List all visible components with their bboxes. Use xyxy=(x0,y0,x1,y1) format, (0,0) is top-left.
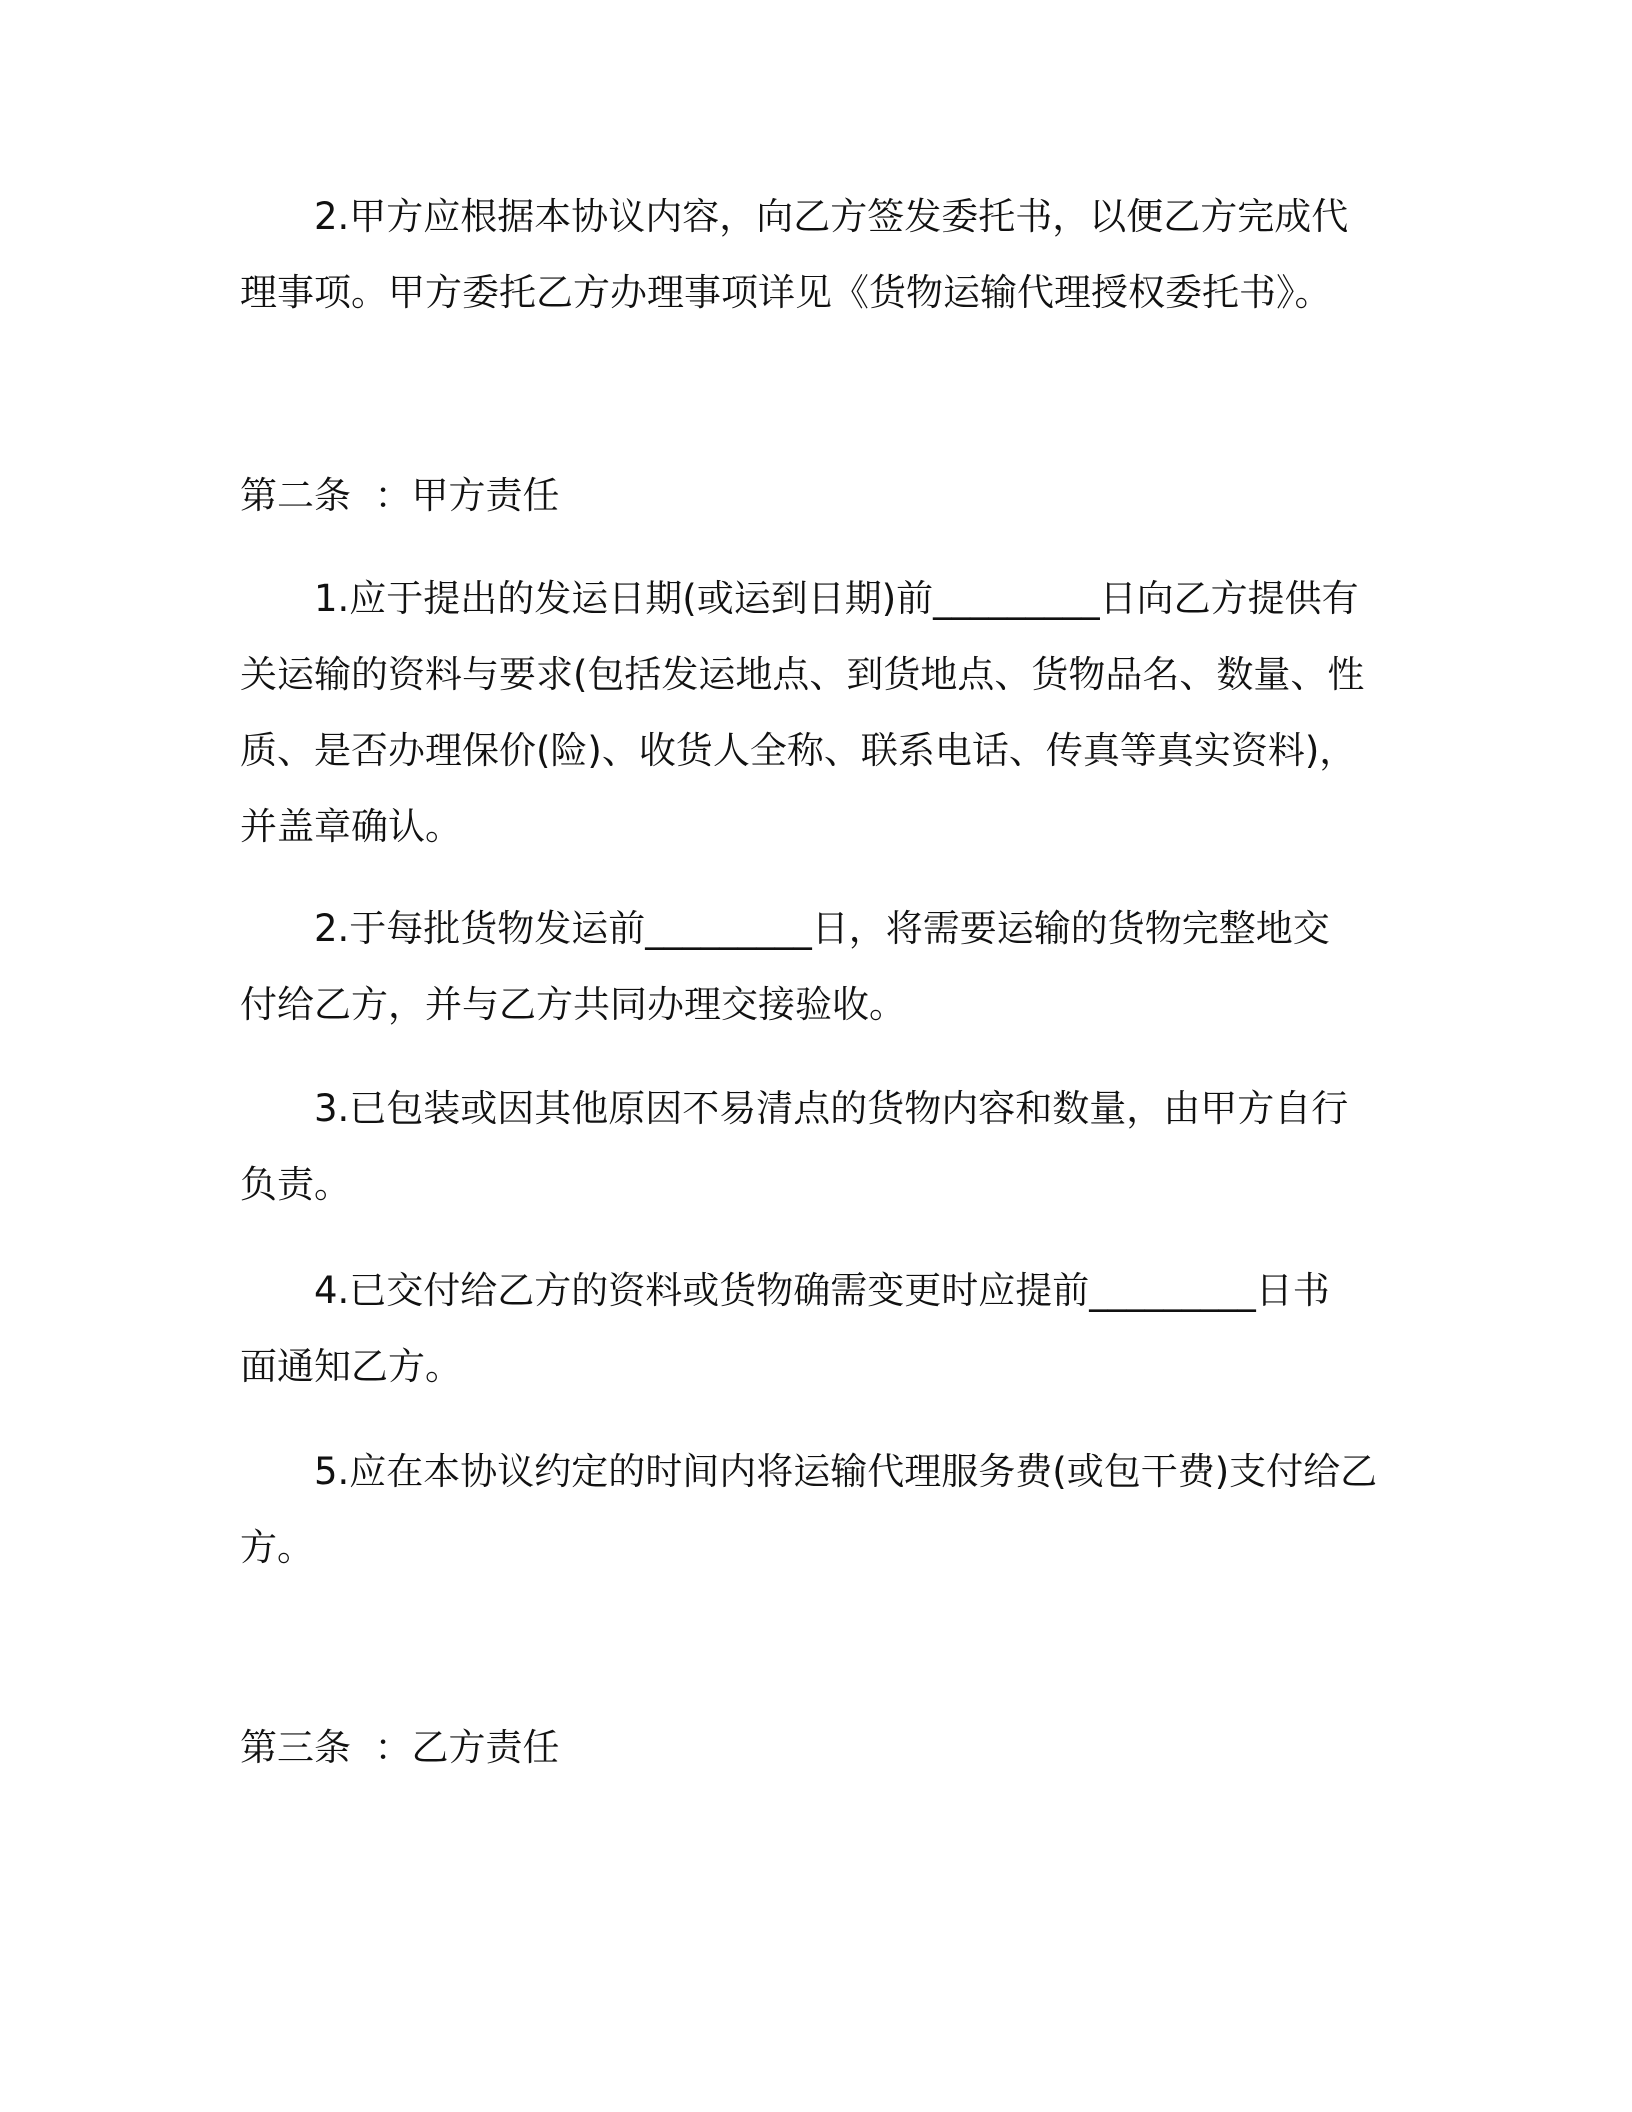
article-2-item-2 xyxy=(240,891,1440,1043)
paragraph-line: 理事项。甲方委托乙方办理事项详见《货物运输代理授权委托书》。 xyxy=(240,271,1332,314)
clause-1-item-2 xyxy=(240,179,1440,331)
article-2-item-1 xyxy=(240,561,1440,865)
paragraph-line: 4.已交付给乙方的资料或货物确需变更时应提前_________日书 xyxy=(314,1269,1330,1312)
paragraph-line: 负责。 xyxy=(240,1163,351,1206)
paragraph-line: 3.已包装或因其他原因不易清点的货物内容和数量，由甲方自行 xyxy=(314,1087,1349,1130)
paragraph-line: 面通知乙方。 xyxy=(240,1345,462,1388)
paragraph-line: 质、是否办理保价(险)、收货人全称、联系电话、传真等真实资料)， xyxy=(240,729,1357,772)
article-2-heading: 第二条 ：甲方责任 xyxy=(240,474,560,517)
paragraph-line: 2.甲方应根据本协议内容，向乙方签发委托书，以便乙方完成代 xyxy=(314,195,1349,238)
article-2-item-5 xyxy=(240,1434,1440,1586)
paragraph-line: 并盖章确认。 xyxy=(240,805,462,848)
paragraph-line: 付给乙方，并与乙方共同办理交接验收。 xyxy=(240,983,906,1026)
paragraph-line: 1.应于提出的发运日期(或运到日期)前_________日向乙方提供有 xyxy=(314,577,1359,620)
paragraph-line: 方。 xyxy=(240,1526,314,1569)
article-2-item-4 xyxy=(240,1253,1440,1405)
article-2-item-3 xyxy=(240,1071,1440,1223)
paragraph-line: 关运输的资料与要求(包括发运地点、到货地点、货物品名、数量、性 xyxy=(240,653,1365,696)
paragraph-line: 2.于每批货物发运前_________日，将需要运输的货物完整地交 xyxy=(314,907,1330,950)
paragraph-line: 5.应在本协议约定的时间内将运输代理服务费(或包干费)支付给乙 xyxy=(314,1450,1378,1493)
article-3-heading: 第三条 ：乙方责任 xyxy=(240,1726,560,1769)
